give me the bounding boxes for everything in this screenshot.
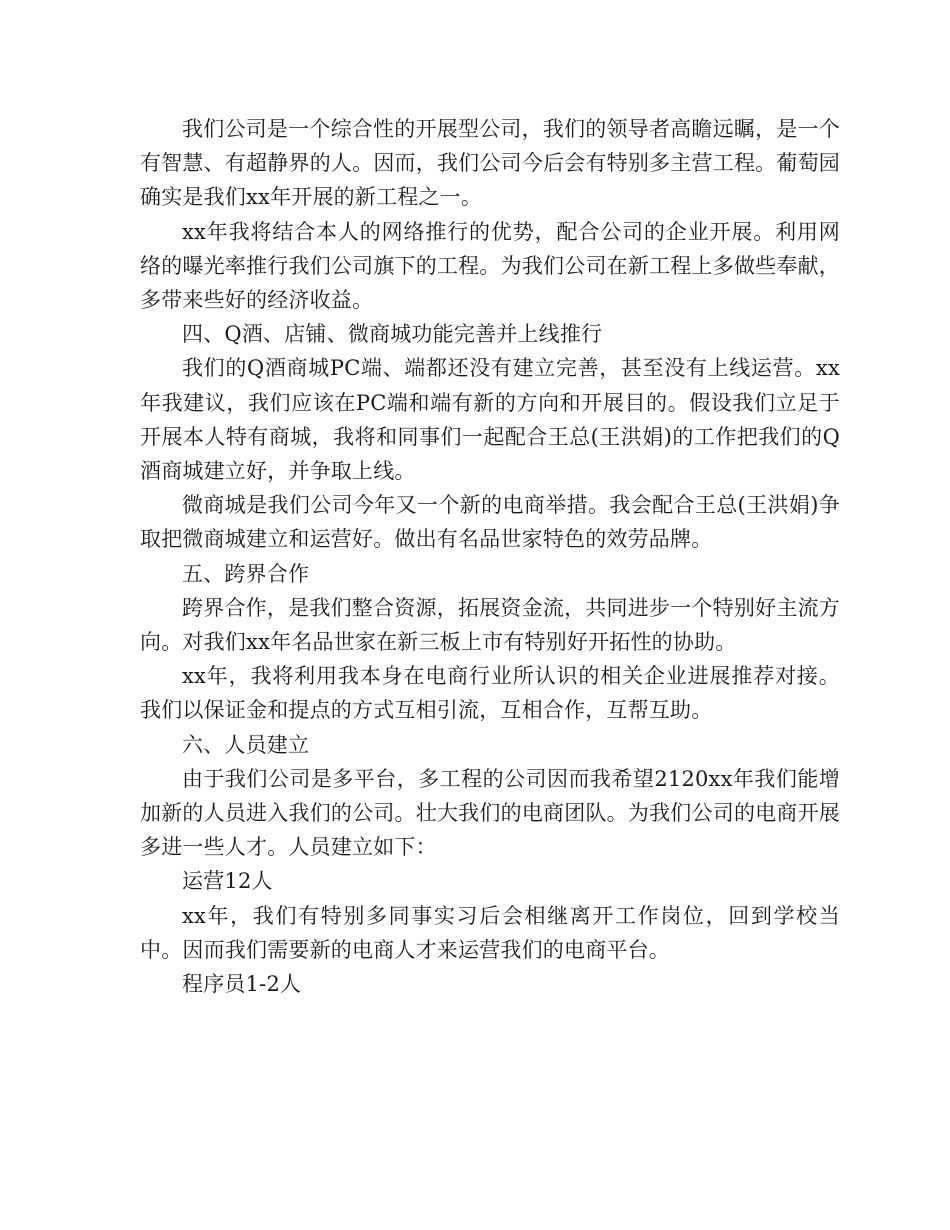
paragraph-staffing: 由于我们公司是多平台，多工程的公司因而我希望2120xx年我们能增加新的人员进入我们的公司。壮大我们的电商团队。为我们公司的电商开展多进一些人才。人员建立如下： bbox=[140, 766, 840, 860]
document-body bbox=[140, 112, 840, 1001]
section-heading-6: 六、人员建立 bbox=[182, 732, 310, 757]
paragraph-micro-mall: 微商城是我们公司今年又一个新的电商举措。我会配合王总(王洪娟)争取把微商城建立和运营好。做出有名品世家特色的效劳品牌。 bbox=[140, 493, 840, 552]
paragraph-q-wine-mall: 我们的Q酒商城PC端、端都还没有建立完善，甚至没有上线运营。xx年我建议，我们应该在PC端和端有新的方向和开展目的。假设我们立足于开展本人特有商城，我将和同事们一起配合王总(王洪娟)的工作把我们的Q酒商城建立好，并争取上线。 bbox=[140, 356, 840, 484]
paragraph-network-promotion: xx年我将结合本人的网络推行的优势，配合公司的企业开展。利用网络的曝光率推行我们公司旗下的工程。为我们公司在新工程上多做些奉献，多带来些好的经济收益。 bbox=[140, 219, 840, 313]
list-item-operations: 运营12人 bbox=[182, 869, 273, 894]
paragraph-cross-border: 跨界合作，是我们整合资源，拓展资金流，共同进步一个特别好主流方向。对我们xx年名品世家在新三板上市有特别好开拓性的协助。 bbox=[140, 595, 840, 655]
list-item-programmers: 程序员1-2人 bbox=[182, 972, 302, 997]
section-heading-5: 五、跨界合作 bbox=[182, 561, 310, 586]
paragraph-operations-reason: xx年，我们有特别多同事实习后会相继离开工作岗位，回到学校当中。因而我们需要新的电商人才来运营我们的电商平台。 bbox=[140, 903, 840, 962]
paragraph-intro: 我们公司是一个综合性的开展型公司，我们的领导者高瞻远瞩，是一个有智慧、有超静界的人。因而，我们公司今后会有特别多主营工程。葡萄园确实是我们xx年开展的新工程之一。 bbox=[140, 117, 840, 210]
paragraph-cross-border-plan: xx年，我将利用我本身在电商行业所认识的相关企业进展推荐对接。我们以保证金和提点的方式互相引流，互相合作，互帮互助。 bbox=[140, 664, 840, 723]
section-heading-4: 四、Q酒、店铺、微商城功能完善并上线推行 bbox=[182, 322, 603, 347]
